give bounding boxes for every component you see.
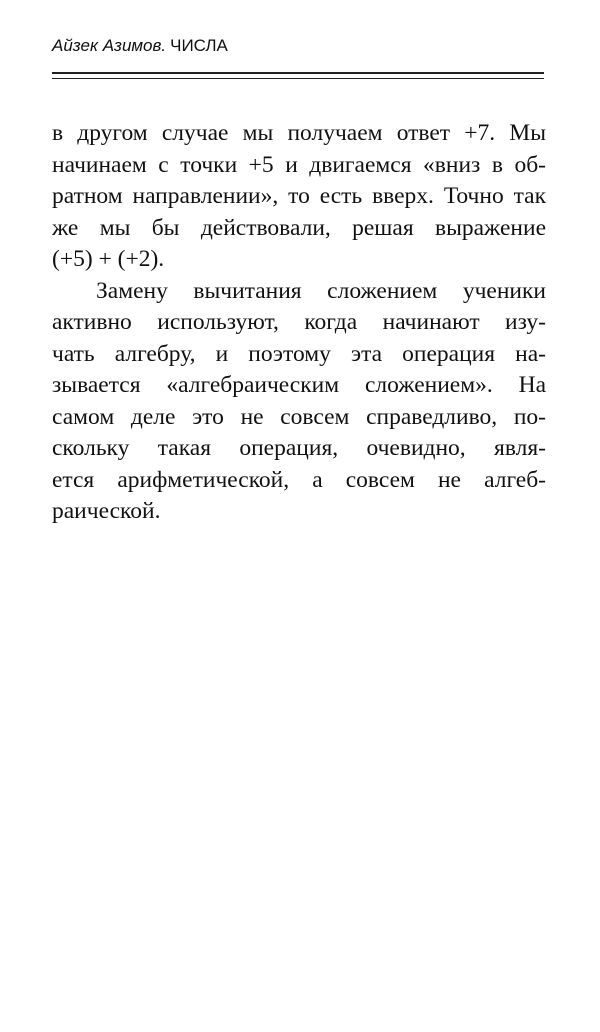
- header-author: Айзек Азимов.: [52, 36, 167, 55]
- text-line: чать алгебру, и поэтому эта операция на-: [52, 340, 546, 367]
- text-line: ратном направлении», то есть вверх. Точно так: [52, 183, 546, 209]
- header-rule-thin: [52, 78, 544, 79]
- text-line: (+5) + (+2).: [52, 246, 165, 272]
- text-line: раической.: [52, 498, 161, 524]
- text-line: Замену вычитания сложением ученики: [96, 277, 546, 304]
- text-line: активно используют, когда начинают изу-: [52, 309, 546, 335]
- text-line: самом деле это не совсем справедливо, по-: [52, 403, 546, 430]
- text-line: зывается «алгебраическим сложением». На: [52, 372, 546, 398]
- text-line: в другом случае мы получаем ответ +7. Мы: [52, 120, 546, 146]
- running-header: [52, 36, 228, 56]
- text-line: ется арифметической, а совсем не алгеб-: [52, 466, 546, 493]
- header-title: ЧИСЛА: [170, 36, 228, 55]
- text-line: скольку такая операция, очевидно, явля-: [52, 435, 546, 461]
- paragraph-1: [52, 118, 546, 276]
- paragraph-2: [52, 276, 546, 528]
- text-line: же мы бы действовали, решая выражение: [52, 214, 546, 241]
- text-line: начинаем с точки +5 и двигаемся «вниз в об-: [52, 151, 546, 178]
- header-rule-thick: [52, 72, 544, 74]
- body-text: [52, 118, 546, 528]
